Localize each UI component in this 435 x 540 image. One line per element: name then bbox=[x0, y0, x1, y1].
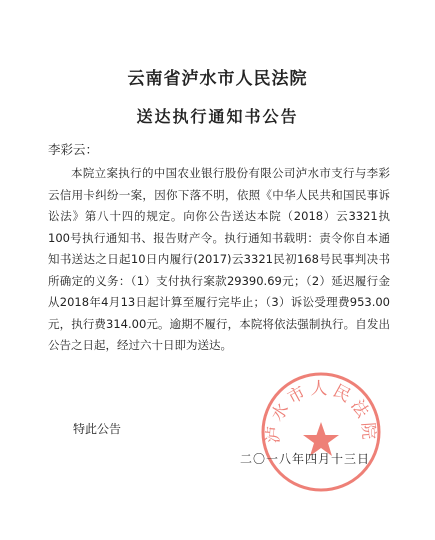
notice-title: 送达执行通知书公告 bbox=[136, 107, 299, 126]
notice-body bbox=[48, 163, 390, 357]
body-paragraph: 本院立案执行的中国农业银行股份有限公司泸水市支行与李彩云信用卡纠纷一案，因你下落不明，依照《中华人民共和国民事诉讼法》第八十四的规定。向你公告送达本院（2018）云3321执100号执行通知书、报告财产令。执行通知书载明：责令你自本通知书送达之日起10日内履行(2017)云3321民初168号民事判决书所确定的义务：（1）支付执行案款29390.69元；（2）延迟履行金从2018年4月13日起计算至履行完毕止；（3）诉讼受理费953.00元，执行费314.00元。逾期不履行，本院将依法强制执行。自发出公告之日起，经过六十日即为送达。 bbox=[48, 166, 390, 352]
salutation: 李彩云： bbox=[48, 142, 99, 157]
court-name: 云南省泸水市人民法院 bbox=[127, 69, 308, 89]
court-seal bbox=[259, 370, 383, 494]
notice-date: 二〇一八年四月十三日 bbox=[240, 452, 371, 466]
seal-text: 泸水市人民法院 bbox=[263, 379, 379, 445]
closing-text: 特此公告 bbox=[73, 422, 122, 436]
